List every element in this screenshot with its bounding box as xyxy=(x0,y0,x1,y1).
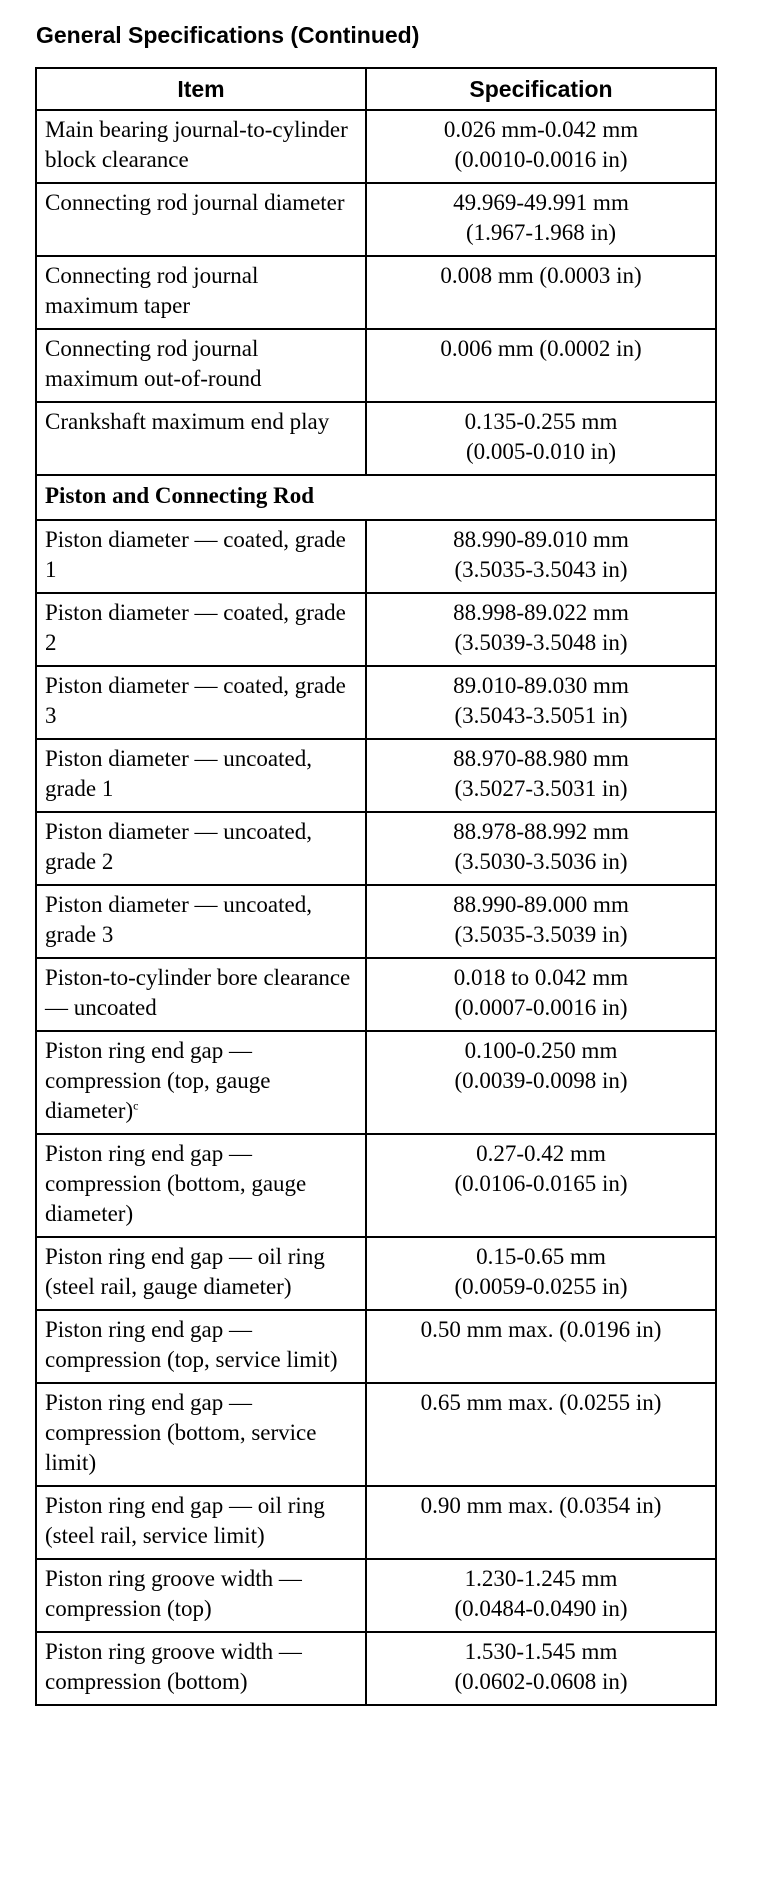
table-row xyxy=(36,256,716,329)
spec-metric-value: 1.230-1.245 mm xyxy=(464,1566,618,1591)
specification-cell xyxy=(366,1031,716,1134)
table-row xyxy=(36,958,716,1031)
spec-metric-value: 0.006 mm (0.0002 in) xyxy=(440,336,642,361)
item-label: Piston ring end gap — compression (bottom, gauge diameter) xyxy=(45,1141,307,1226)
item-cell xyxy=(36,958,366,1031)
specification-cell xyxy=(366,1383,716,1486)
specification-cell xyxy=(366,402,716,475)
specification-cell xyxy=(366,1632,716,1705)
item-label: Piston ring groove width — compression (bottom) xyxy=(45,1639,302,1694)
table-row xyxy=(36,739,716,812)
spec-metric-value: 88.990-89.010 mm xyxy=(453,527,629,552)
spec-metric-value: 0.135-0.255 mm xyxy=(464,409,618,434)
specification-cell xyxy=(366,1486,716,1559)
spec-metric-value: 88.970-88.980 mm xyxy=(453,746,629,771)
item-label: Main bearing journal-to-cylinder block clearance xyxy=(45,117,348,172)
item-cell xyxy=(36,329,366,402)
table-row xyxy=(36,1310,716,1383)
specification-cell xyxy=(366,958,716,1031)
specification-cell xyxy=(366,1559,716,1632)
item-label: Connecting rod journal maximum taper xyxy=(45,263,259,318)
table-row xyxy=(36,183,716,256)
specification-cell xyxy=(366,812,716,885)
item-cell xyxy=(36,1632,366,1705)
item-label: Piston ring end gap — oil ring (steel rail, service limit) xyxy=(45,1493,325,1548)
specification-cell xyxy=(366,1237,716,1310)
table-row xyxy=(36,1031,716,1134)
column-header-item: Item xyxy=(36,68,366,110)
item-label: Piston diameter — coated, grade 1 xyxy=(45,527,346,582)
spec-metric-value: 88.978-88.992 mm xyxy=(453,819,629,844)
spec-metric-value: 0.50 mm max. (0.0196 in) xyxy=(420,1317,662,1342)
item-label: Piston-to-cylinder bore clearance — uncoated xyxy=(45,965,351,1020)
table-section xyxy=(36,475,716,520)
item-label: Piston diameter — uncoated, grade 3 xyxy=(45,892,312,947)
spec-imperial-value: (0.005-0.010 in) xyxy=(465,439,617,464)
item-label: Piston diameter — uncoated, grade 1 xyxy=(45,746,312,801)
spec-imperial-value: (3.5039-3.5048 in) xyxy=(454,630,628,655)
table-row xyxy=(36,1559,716,1632)
spec-metric-value: 0.90 mm max. (0.0354 in) xyxy=(420,1493,662,1518)
item-cell xyxy=(36,1310,366,1383)
footnote-marker: c xyxy=(133,1098,139,1113)
spec-imperial-value: (0.0039-0.0098 in) xyxy=(454,1068,628,1093)
item-label: Piston ring end gap — oil ring (steel rail, gauge diameter) xyxy=(45,1244,325,1299)
item-label: Piston diameter — coated, grade 3 xyxy=(45,673,346,728)
table-row xyxy=(36,520,716,593)
item-cell xyxy=(36,666,366,739)
spec-imperial-value: (3.5043-3.5051 in) xyxy=(454,703,628,728)
specification-cell xyxy=(366,1310,716,1383)
column-header-specification: Specification xyxy=(366,68,716,110)
spec-metric-value: 1.530-1.545 mm xyxy=(464,1639,618,1664)
spec-imperial-value: (0.0059-0.0255 in) xyxy=(454,1274,628,1299)
spec-imperial-value: (1.967-1.968 in) xyxy=(465,220,617,245)
item-cell xyxy=(36,110,366,183)
spec-metric-value: 0.27-0.42 mm xyxy=(476,1141,606,1166)
spec-imperial-value: (3.5035-3.5039 in) xyxy=(454,922,628,947)
specification-cell xyxy=(366,256,716,329)
item-cell xyxy=(36,812,366,885)
table-body-piston xyxy=(36,520,716,1705)
item-cell xyxy=(36,520,366,593)
spec-imperial-value: (0.0010-0.0016 in) xyxy=(454,147,628,172)
spec-metric-value: 0.008 mm (0.0003 in) xyxy=(440,263,642,288)
specification-cell xyxy=(366,520,716,593)
table-row xyxy=(36,1134,716,1237)
item-label: Connecting rod journal maximum out-of-round xyxy=(45,336,262,391)
item-label: Crankshaft maximum end play xyxy=(45,409,330,434)
item-label: Piston diameter — uncoated, grade 2 xyxy=(45,819,312,874)
item-cell xyxy=(36,402,366,475)
item-label: Piston ring end gap — compression (bottom, service limit) xyxy=(45,1390,317,1475)
table-row xyxy=(36,1383,716,1486)
spec-imperial-value: (3.5030-3.5036 in) xyxy=(454,849,628,874)
item-cell xyxy=(36,1134,366,1237)
item-cell xyxy=(36,1486,366,1559)
spec-metric-value: 0.100-0.250 mm xyxy=(464,1038,618,1063)
item-cell xyxy=(36,256,366,329)
item-label: Piston ring groove width — compression (top) xyxy=(45,1566,302,1621)
specification-cell xyxy=(366,183,716,256)
spec-metric-value: 49.969-49.991 mm xyxy=(453,190,629,215)
item-label: Piston ring end gap — compression (top, gauge diameter) xyxy=(45,1038,271,1123)
spec-metric-value: 0.026 mm-0.042 mm xyxy=(443,117,639,142)
spec-imperial-value: (3.5027-3.5031 in) xyxy=(454,776,628,801)
table-row xyxy=(36,885,716,958)
table-row xyxy=(36,1237,716,1310)
page-title: General Specifications (Continued) xyxy=(36,22,420,48)
specification-cell xyxy=(366,885,716,958)
spec-metric-value: 88.998-89.022 mm xyxy=(453,600,629,625)
spec-metric-value: 0.15-0.65 mm xyxy=(476,1244,606,1269)
spec-metric-value: 88.990-89.000 mm xyxy=(453,892,629,917)
item-cell xyxy=(36,1383,366,1486)
table-row xyxy=(36,110,716,183)
spec-metric-value: 89.010-89.030 mm xyxy=(453,673,629,698)
item-cell xyxy=(36,1031,366,1134)
specification-cell xyxy=(366,666,716,739)
item-cell xyxy=(36,183,366,256)
specification-cell xyxy=(366,593,716,666)
section-header-row xyxy=(36,475,716,520)
spec-imperial-value: (0.0106-0.0165 in) xyxy=(454,1171,628,1196)
specification-cell xyxy=(366,329,716,402)
item-label: Connecting rod journal diameter xyxy=(45,190,345,215)
spec-metric-value: 0.018 to 0.042 mm xyxy=(453,965,629,990)
item-cell xyxy=(36,593,366,666)
specifications-table xyxy=(35,67,717,1706)
table-row xyxy=(36,1632,716,1705)
item-label: Piston diameter — coated, grade 2 xyxy=(45,600,346,655)
specification-cell xyxy=(366,1134,716,1237)
table-row xyxy=(36,402,716,475)
spec-imperial-value: (0.0484-0.0490 in) xyxy=(454,1596,628,1621)
item-cell xyxy=(36,1559,366,1632)
spec-metric-value: 0.65 mm max. (0.0255 in) xyxy=(420,1390,662,1415)
spec-imperial-value: (0.0007-0.0016 in) xyxy=(454,995,628,1020)
item-cell xyxy=(36,885,366,958)
table-row xyxy=(36,1486,716,1559)
item-cell xyxy=(36,739,366,812)
spec-imperial-value: (0.0602-0.0608 in) xyxy=(454,1669,628,1694)
table-row xyxy=(36,593,716,666)
table-row xyxy=(36,666,716,739)
specification-cell xyxy=(366,110,716,183)
section-title: Piston and Connecting Rod xyxy=(36,475,716,520)
spec-imperial-value: (3.5035-3.5043 in) xyxy=(454,557,628,582)
item-label: Piston ring end gap — compression (top, service limit) xyxy=(45,1317,338,1372)
table-row xyxy=(36,329,716,402)
table-header-row xyxy=(36,68,716,110)
table-body-general xyxy=(36,110,716,475)
table-row xyxy=(36,812,716,885)
item-cell xyxy=(36,1237,366,1310)
specification-cell xyxy=(366,739,716,812)
